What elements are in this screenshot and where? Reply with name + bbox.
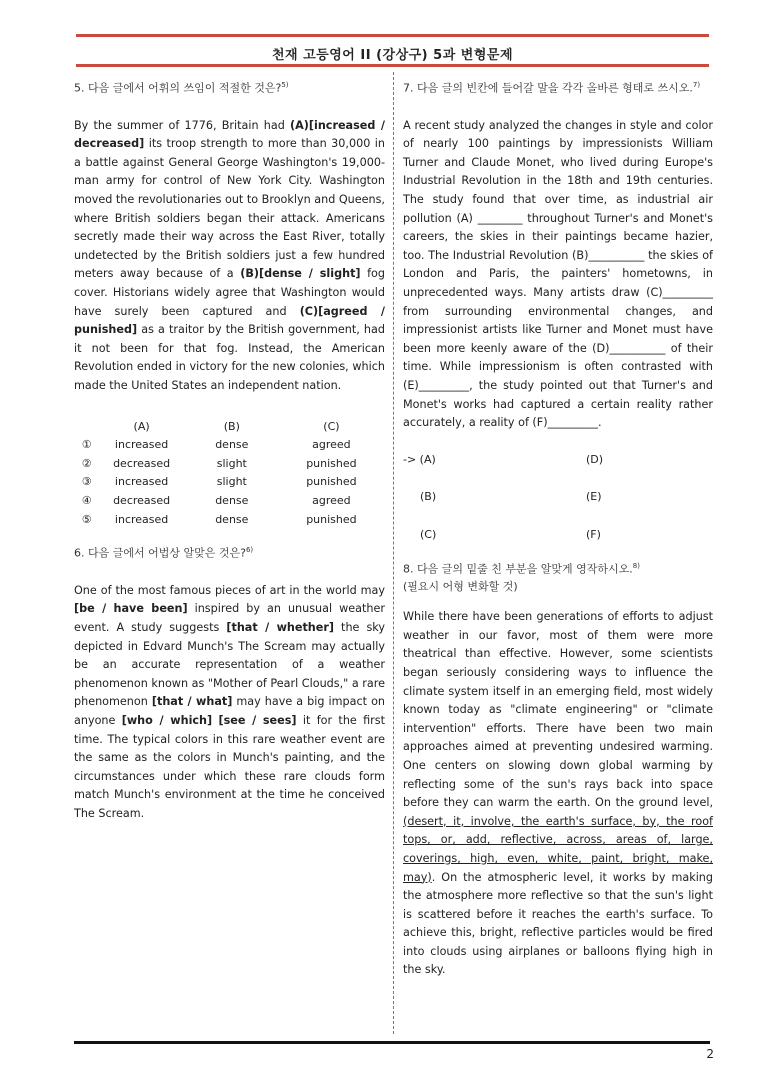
- question-6-passage: One of the most famous pieces of art in the world may [be / have been] inspired by an unusual weather event. A study suggests [that / whether] the sky depicted in Edvard Munch's The Scream may actually be an accurate representation of a weather phenomenon known as "Mother of Pearl Clouds," a rare phenomenon [that / what] may have a big impact on anyone [who / which] [see / sees] it for the first time. The typical colors in this rare weather event are the same as the colors in Munch's painting, and the circumstances under which these rare clouds form match Munch's environment at the time he conceived The Scream.: [74, 583, 386, 820]
- grammar-choice-2: [that / whether]: [226, 620, 334, 634]
- left-column: [74, 76, 385, 824]
- answer-row: (C) (F): [420, 527, 601, 541]
- grammar-choice-5: [see / sees]: [218, 713, 297, 727]
- choice-row[interactable]: ⑤ increased dense punished: [81, 512, 357, 526]
- answer-row: -> (A) (D): [403, 452, 604, 466]
- answer-row: (B) (E): [420, 490, 602, 504]
- question-7-passage: A recent study analyzed the changes in style and color of nearly 100 paintings by impressionists William Turner and Claude Monet, who lived during Europe's Industrial Revolution in the 18th and 19th centuries. The study found that over time, as industrial air pollution (A) ________ throughout Turner's and Monet's careers, the skies in their paintings became hazier, too. The Industrial Revolution (B)__________ the skies of London and Paris, the painters' hometowns, in unprecedented ways. Many artists draw (C)_________ from surrounding environmental changes, and impressionist artists like Turner and Monet must have been more keenly aware of the (D)__________ of their time. While impressionism is often contrasted with (E)_________, the study pointed out that Turner's and Monet's works had captured a certain reality rather accurately, a reality of (F)_________.: [403, 118, 713, 430]
- page-number: 2: [706, 1047, 714, 1061]
- choice-row[interactable]: ① increased dense agreed: [81, 438, 351, 452]
- question-6-title: 6. 다음 글에서 어법상 알맞은 것은?$^{6)}$: [74, 546, 254, 560]
- right-column: [403, 76, 713, 980]
- choices-header-row: (A) (B) (C): [133, 419, 340, 433]
- question-7-title: 7. 다음 글의 빈칸에 들어갈 말을 각각 올바른 형태로 쓰시오.$^{7)}$: [403, 81, 701, 95]
- question-8-title: 8. 다음 글의 밑줄 친 부분을 알맞게 영작하시오.$^{8)}$: [403, 561, 640, 576]
- footnote-ref: 5): [281, 81, 289, 89]
- choice-row[interactable]: ② decreased slight punished: [81, 456, 357, 470]
- question-8-subtitle: (필요시 어형 변화할 것): [403, 580, 518, 594]
- question-5-title: 5. 다음 글에서 어휘의 쓰임이 적절한 것은?$^{5)}$: [74, 81, 289, 95]
- footer-rule: [74, 1041, 710, 1044]
- header-rule-top: [76, 34, 709, 37]
- page-title: 천재 고등영어 II (강상구) 5과 변형문제: [271, 48, 514, 63]
- column-divider: [393, 72, 394, 1034]
- question-5-choices-table: [76, 418, 385, 530]
- choice-b-bracket: (B)[dense / slight]: [240, 267, 361, 281]
- grammar-choice-3: [that / what]: [151, 695, 233, 709]
- choice-row[interactable]: ③ increased slight punished: [81, 475, 357, 489]
- footnote-ref: 7): [692, 81, 701, 89]
- choice-a-bracket: (A)[increased / decreased]: [74, 118, 385, 151]
- choice-c-bracket: (C)[agreed / punished]: [74, 304, 386, 337]
- footnote-ref: 6): [245, 546, 254, 555]
- underlined-prompt: (desert, it, involve, the earth's surface, by, the roof tops, or, add, reflective, across, areas of, large, coverings, high, even, white, paint, bright, make, may): [403, 814, 713, 884]
- grammar-choice-1: [be / have been]: [74, 602, 188, 616]
- question-8-passage: While there have been generations of efforts to adjust weather in our favor, most of them were more theatrical than effective. However, some scientists began seriously considering ways to influence the climate system itself in an emerging field, most widely known today as "climate engineering" or "climate intervention" efforts. There have been two main approaches aimed at preventing undesired warming. One centers on slowing down global warming by reflecting some of the sun's rays back into space before they can warm the earth. On the ground level, (desert, it, involve, the earth's surface, by, the roof tops, or, add, reflective, across, areas of, large, coverings, high, even, white, paint, bright, make, may). On the atmospheric level, it works by making the atmosphere more reflective so that the sun's light is scattered before it reaches the earth's surface. To achieve this, bright, reflective particles would be fired into clouds using airplanes or balloons flying high in the sky.: [403, 610, 713, 977]
- question-5-passage: By the summer of 1776, Britain had (A)[increased / decreased] its troop strength to more than 30,000 in a battle against General George Washington's 19,000-man army for control of New York City. Washington moved the revolutionaries out to Brooklyn and Queens, where British soldiers began their attack. Americans secretly made their way across the East River, totally undetected by the British soldiers just a few hundred meters away because of a (B)[dense / slight] fog cover. Historians widely agree that Washington would have surely been captured and (C)[agreed / punished] as a traitor by the British government, had it not been for that fog. Instead, the American Revolution ended in victory for the new colonies, which made the United States an independent nation.: [74, 118, 386, 392]
- header-rule-bottom: [76, 64, 709, 67]
- footnote-ref: 8): [632, 561, 640, 570]
- grammar-choice-4: [who / which]: [121, 713, 213, 727]
- choice-row[interactable]: ④ decreased dense agreed: [81, 493, 351, 507]
